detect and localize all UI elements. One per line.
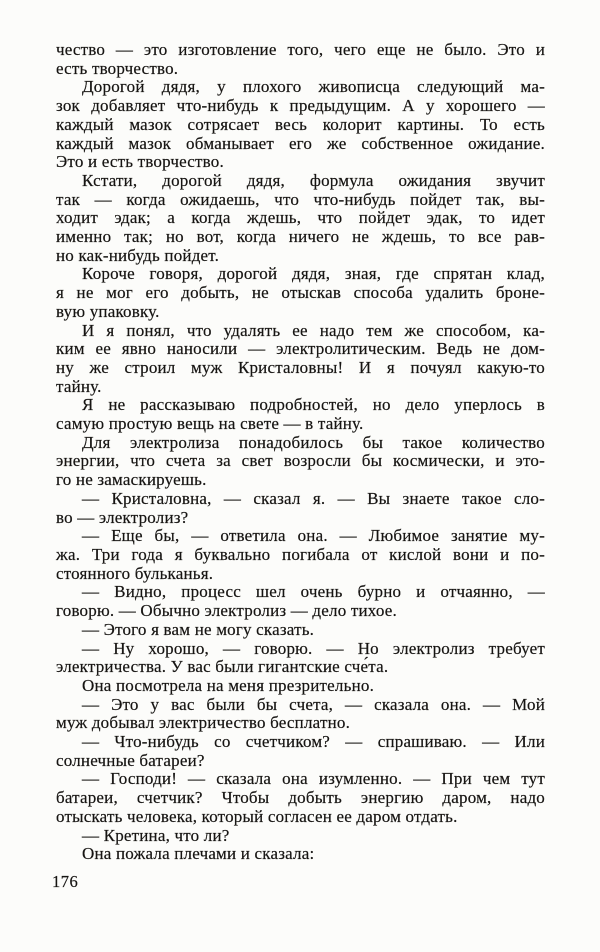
- text-line: ким ее явно наносили — электролитическим. Ведь не дом-: [56, 339, 545, 359]
- text-line: — Что-нибудь со счетчиком? — спрашиваю. — Или: [82, 732, 545, 752]
- text-line: во — электролиз?: [56, 507, 189, 527]
- text-line: — Видно, процесс шел очень бурно и отчаянно, —: [82, 582, 545, 602]
- text-line: говорю. — Обычно электролиз — дело тихое.: [56, 601, 397, 621]
- text-line: муж добывал электричество бесплатно.: [56, 713, 351, 733]
- text-line: я не мог его добыть, не отыскав способа удалить броне-: [56, 283, 545, 303]
- text-line: Я не рассказываю подробностей, но дело уперлось в: [82, 395, 545, 415]
- text-line: именно так; но вот, когда ничего не ждешь, то все рав-: [56, 227, 545, 247]
- text-line: — Господи! — сказала она изумленно. — При чем тут: [82, 769, 545, 789]
- text-line: Она посмотрела на меня презрительно.: [82, 675, 375, 695]
- text-line: вую упаковку.: [56, 301, 160, 321]
- text-line: энергии, что счета за свет возросли бы космически, и это-: [56, 451, 545, 471]
- text-line: зок добавляет что-нибудь к предыдущим. А у хорошего —: [56, 96, 545, 116]
- text-line: Это и есть творчество.: [56, 152, 224, 172]
- text-line: самую простую вещь на свете — в тайну.: [56, 414, 364, 434]
- text-line: жа. Три года я буквально погибала от кислой вони и по-: [56, 544, 545, 564]
- page-number: 176: [52, 872, 79, 891]
- text-line: так — когда ожидаешь, что что-нибудь пойдет так, вы-: [56, 189, 545, 209]
- text-line: Дорогой дядя, у плохого живописца следующий ма-: [82, 77, 545, 97]
- text-line: солнечные батареи?: [56, 750, 205, 770]
- text-line: — Ну хорошо, — говорю. — Но электролиз требует: [82, 638, 545, 658]
- text-line: электричества. У вас были гигантские сче́та.: [56, 657, 389, 677]
- text-line: — Это у вас были бы счета, — сказала она. — Мой: [82, 694, 545, 714]
- text-line: ну же строил муж Кристаловны! И я почуял какую-то: [56, 357, 545, 377]
- text-line: каждый мазок обманывает его же собственное ожидание.: [56, 133, 545, 153]
- text-line: батареи, счетчик? Чтобы добыть энергию даром, надо: [56, 788, 545, 808]
- text-line: го не замаскируешь.: [56, 470, 207, 490]
- text-block: [56, 41, 545, 864]
- text-line: отыскать человека, который согласен ее даром отдать.: [56, 806, 458, 826]
- text-line: стоянного бульканья.: [56, 563, 214, 583]
- text-line: ходит эдак; а когда ждешь, что пойдет эдак, то идет: [56, 208, 545, 228]
- text-line: Кстати, дорогой дядя, формула ожидания звучит: [82, 170, 545, 190]
- text-line: Короче говоря, дорогой дядя, зная, где спрятан клад,: [82, 264, 545, 284]
- text-line: И я понял, что удалять ее надо тем же способом, ка-: [82, 320, 545, 340]
- text-line: каждый мазок сотрясает весь колорит картины. То есть: [56, 114, 545, 134]
- text-line: — Этого я вам не могу сказать.: [82, 619, 315, 639]
- text-line: чество — это изготовление того, чего еще не было. Это и: [56, 40, 545, 59]
- text-line: тайну.: [56, 376, 102, 396]
- text-line: — Кристаловна, — сказал я. — Вы знаете такое сло-: [82, 488, 545, 508]
- text-line: Для электролиза понадобилось бы такое количество: [82, 432, 545, 452]
- text-line: но как-нибудь пойдет.: [56, 245, 220, 265]
- text-line: — Кретина, что ли?: [82, 825, 230, 845]
- text-line: Она пожала плечами и сказала:: [82, 844, 315, 864]
- text-line: есть творчество.: [56, 58, 179, 78]
- text-line: — Еще бы, — ответила она. — Любимое занятие му-: [82, 526, 545, 546]
